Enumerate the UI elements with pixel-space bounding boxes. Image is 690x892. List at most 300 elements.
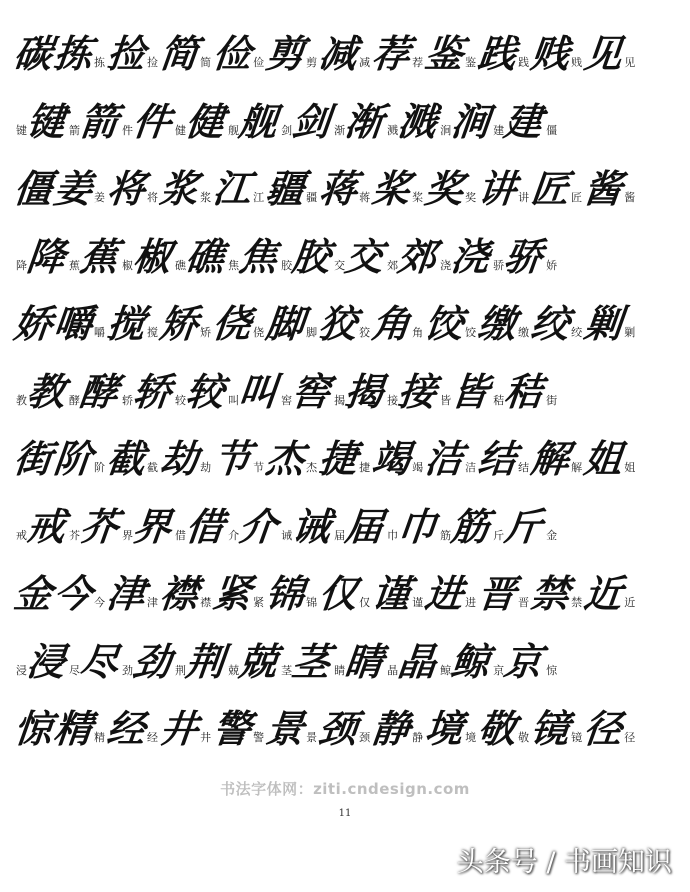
glyph-pair xyxy=(210,571,265,616)
standard-character-label: 介 xyxy=(228,528,240,542)
glyph-pair xyxy=(438,503,492,549)
calligraphy-character: 诫 xyxy=(289,503,333,549)
glyph-pair xyxy=(544,394,557,412)
glyph-pair xyxy=(263,301,318,346)
glyph-pair xyxy=(104,436,159,481)
standard-character-label: 荐 xyxy=(412,56,424,69)
glyph-pair xyxy=(491,233,545,279)
calligraphy-character: 节 xyxy=(210,436,254,481)
calligraphy-character: 酵 xyxy=(77,368,121,414)
calligraphy-character: 晋 xyxy=(475,571,519,616)
glyph-pair xyxy=(210,436,265,481)
glyph-pair xyxy=(332,638,386,684)
glyph-pair xyxy=(226,98,280,144)
glyph-pair xyxy=(67,638,121,684)
standard-character-label: 皆 xyxy=(440,393,452,407)
standard-character-label: 节 xyxy=(253,461,265,474)
calligraphy-character: 晶 xyxy=(395,638,439,684)
glyph-pair xyxy=(369,571,424,616)
glyph-pair xyxy=(332,503,386,549)
glyph-pair xyxy=(316,166,371,211)
calligraphy-character: 静 xyxy=(369,706,413,751)
standard-character-label: 减 xyxy=(359,56,371,69)
standard-character-label: 剿 xyxy=(624,326,636,339)
standard-character-label: 酱 xyxy=(624,191,636,204)
glyph-pair xyxy=(385,98,439,144)
standard-character-label: 键 xyxy=(16,123,27,137)
calligraphy-character: 剪 xyxy=(263,31,307,76)
calligraphy-character: 浸 xyxy=(24,638,68,684)
standard-character-label: 缴 xyxy=(518,326,530,339)
calligraphy-character: 匠 xyxy=(528,166,572,211)
glyph-pair xyxy=(51,706,106,751)
calligraphy-character: 劲 xyxy=(130,638,174,684)
glyph-pair xyxy=(67,368,121,414)
calligraphy-character: 惊 xyxy=(11,706,55,751)
glyph-pair xyxy=(528,301,583,346)
glyph-pair xyxy=(332,98,386,144)
standard-character-label: 蒋 xyxy=(359,191,371,204)
standard-character-label: 骄 xyxy=(493,258,505,272)
standard-character-label: 奖 xyxy=(465,191,477,204)
calligraphy-character: 建 xyxy=(501,98,545,144)
glyph-pair xyxy=(544,259,557,277)
glyph-pair xyxy=(581,301,636,346)
calligraphy-character: 舰 xyxy=(236,98,280,144)
standard-character-label: 晶 xyxy=(387,663,399,677)
calligraphy-character: 酱 xyxy=(581,166,625,211)
glyph-row xyxy=(14,348,684,412)
calligraphy-character: 件 xyxy=(130,98,174,144)
standard-character-label: 拣 xyxy=(94,56,106,69)
glyph-pair xyxy=(316,706,371,751)
glyph-pair xyxy=(528,436,583,481)
standard-character-label: 境 xyxy=(465,731,477,744)
glyph-pair xyxy=(316,31,371,76)
glyph-pair xyxy=(157,706,212,751)
calligraphy-character: 颈 xyxy=(316,706,360,751)
calligraphy-character: 睛 xyxy=(342,638,386,684)
glyph-pair xyxy=(263,31,318,76)
standard-character-label: 教 xyxy=(16,393,27,407)
calligraphy-character: 阶 xyxy=(51,436,95,481)
standard-character-label: 接 xyxy=(387,393,399,407)
glyph-pair xyxy=(279,368,333,414)
standard-character-label: 借 xyxy=(175,528,187,542)
calligraphy-character: 缴 xyxy=(475,301,519,346)
standard-character-label: 江 xyxy=(253,191,265,204)
glyph-pair xyxy=(422,301,477,346)
glyph-pair xyxy=(422,571,477,616)
glyph-pair xyxy=(475,301,530,346)
calligraphy-character: 将 xyxy=(104,166,148,211)
standard-character-label: 简 xyxy=(200,56,212,69)
standard-character-label: 郊 xyxy=(387,258,399,272)
calligraphy-character: 斤 xyxy=(501,503,545,549)
glyph-pair xyxy=(14,233,68,279)
calligraphy-character: 劫 xyxy=(157,436,201,481)
glyph-pair xyxy=(104,301,159,346)
glyph-row xyxy=(11,685,684,751)
calligraphy-character: 窖 xyxy=(289,368,333,414)
calligraphy-character: 精 xyxy=(51,706,95,751)
glyph-pair xyxy=(438,638,492,684)
glyph-pair xyxy=(173,368,227,414)
glyph-pair xyxy=(581,166,636,211)
glyph-pair xyxy=(369,301,424,346)
glyph-pair xyxy=(528,706,583,751)
calligraphy-character: 津 xyxy=(104,571,148,616)
glyph-row xyxy=(11,10,684,76)
glyph-pair xyxy=(369,436,424,481)
standard-character-label: 降 xyxy=(16,258,27,272)
standard-character-label: 秸 xyxy=(493,393,505,407)
calligraphy-character: 警 xyxy=(210,706,254,751)
calligraphy-character: 江 xyxy=(210,166,254,211)
glyph-pair xyxy=(120,98,174,144)
standard-character-label: 脚 xyxy=(306,326,318,339)
calligraphy-character: 禁 xyxy=(528,571,572,616)
standard-character-label: 疆 xyxy=(306,191,318,204)
standard-character-label: 桨 xyxy=(412,191,424,204)
glyph-pair xyxy=(120,503,174,549)
calligraphy-character: 解 xyxy=(528,436,572,481)
standard-character-label: 近 xyxy=(624,596,636,609)
standard-character-label: 襟 xyxy=(200,596,212,609)
standard-character-label: 京 xyxy=(493,663,505,677)
standard-character-label: 颈 xyxy=(359,731,371,744)
calligraphy-character: 箭 xyxy=(77,98,121,144)
standard-character-label: 溅 xyxy=(387,123,399,137)
calligraphy-character: 茎 xyxy=(289,638,333,684)
calligraphy-character: 京 xyxy=(501,638,545,684)
calligraphy-character: 尽 xyxy=(77,638,121,684)
standard-character-label: 紧 xyxy=(253,596,265,609)
standard-character-label: 金 xyxy=(546,528,558,542)
standard-character-label: 蕉 xyxy=(69,258,81,272)
calligraphy-character: 郊 xyxy=(395,233,439,279)
standard-character-label: 箭 xyxy=(69,123,81,137)
standard-character-label: 姐 xyxy=(624,461,636,474)
calligraphy-character: 锦 xyxy=(263,571,307,616)
calligraphy-character: 筋 xyxy=(448,503,492,549)
standard-character-label: 街 xyxy=(546,393,558,407)
standard-character-label: 兢 xyxy=(228,663,240,677)
standard-character-label: 鉴 xyxy=(465,56,477,69)
calligraphy-character: 荐 xyxy=(369,31,413,76)
calligraphy-character: 僵 xyxy=(11,166,55,211)
calligraphy-character: 接 xyxy=(395,368,439,414)
glyph-pair xyxy=(14,368,68,414)
glyph-pair xyxy=(385,233,439,279)
standard-character-label: 洁 xyxy=(465,461,477,474)
standard-character-label: 件 xyxy=(122,123,134,137)
glyph-pair xyxy=(491,98,545,144)
glyph-pair xyxy=(14,638,68,684)
glyph-pair xyxy=(491,638,545,684)
glyph-pair xyxy=(104,571,159,616)
calligraphy-character: 金 xyxy=(11,571,55,616)
glyph-pair xyxy=(104,31,159,76)
glyph-pair xyxy=(263,166,318,211)
standard-character-label: 渐 xyxy=(334,123,346,137)
calligraphy-character: 焦 xyxy=(236,233,280,279)
glyph-pair xyxy=(369,706,424,751)
standard-character-label: 叫 xyxy=(228,393,240,407)
calligraphy-character: 叫 xyxy=(236,368,280,414)
standard-character-label: 姜 xyxy=(94,191,106,204)
standard-character-label: 景 xyxy=(306,731,318,744)
calligraphy-character: 浆 xyxy=(157,166,201,211)
standard-character-label: 嚼 xyxy=(94,326,106,339)
standard-character-label: 荆 xyxy=(175,663,187,677)
glyph-pair xyxy=(226,368,280,414)
calligraphy-character: 轿 xyxy=(130,368,174,414)
glyph-row xyxy=(14,78,684,142)
calligraphy-character: 较 xyxy=(183,368,227,414)
standard-character-label: 结 xyxy=(518,461,530,474)
calligraphy-character: 谨 xyxy=(369,571,413,616)
glyph-pair xyxy=(279,638,333,684)
calligraphy-character: 鉴 xyxy=(422,31,466,76)
glyph-pair xyxy=(120,638,174,684)
calligraphy-character: 借 xyxy=(183,503,227,549)
glyph-pair xyxy=(173,638,227,684)
glyph-pair xyxy=(316,571,371,616)
standard-character-label: 焦 xyxy=(228,258,240,272)
calligraphy-character: 椒 xyxy=(130,233,174,279)
calligraphy-character: 杰 xyxy=(263,436,307,481)
standard-character-label: 进 xyxy=(465,596,477,609)
glyph-pair xyxy=(11,706,55,751)
glyph-pair xyxy=(11,436,55,481)
standard-character-label: 矫 xyxy=(200,326,212,339)
standard-character-label: 截 xyxy=(147,461,159,474)
standard-character-label: 劫 xyxy=(200,461,212,474)
glyph-pair xyxy=(422,436,477,481)
glyph-pair xyxy=(226,233,280,279)
standard-character-label: 侥 xyxy=(253,326,265,339)
glyph-pair xyxy=(528,166,583,211)
glyph-row xyxy=(11,415,684,481)
standard-character-label: 仅 xyxy=(359,596,371,609)
glyph-pair xyxy=(11,31,55,76)
calligraphy-character: 浇 xyxy=(448,233,492,279)
glyph-pair xyxy=(157,436,212,481)
standard-character-label: 践 xyxy=(518,56,530,69)
calligraphy-character: 今 xyxy=(51,571,95,616)
standard-character-label: 今 xyxy=(94,596,106,609)
standard-character-label: 俭 xyxy=(253,56,265,69)
standard-character-label: 捷 xyxy=(359,461,371,474)
glyph-pair xyxy=(544,124,557,142)
calligraphy-character: 角 xyxy=(369,301,413,346)
calligraphy-character: 仅 xyxy=(316,571,360,616)
standard-character-label: 窖 xyxy=(281,393,293,407)
glyph-pair xyxy=(528,571,583,616)
calligraphy-character: 奖 xyxy=(422,166,466,211)
standard-character-label: 娇 xyxy=(546,258,558,272)
glyph-pair xyxy=(422,166,477,211)
calligraphy-character: 兢 xyxy=(236,638,280,684)
glyph-pair xyxy=(120,233,174,279)
glyph-pair xyxy=(475,436,530,481)
standard-character-label: 浇 xyxy=(440,258,452,272)
standard-character-label: 界 xyxy=(122,528,134,542)
standard-character-label: 将 xyxy=(147,191,159,204)
standard-character-label: 茎 xyxy=(281,663,293,677)
calligraphy-character: 剑 xyxy=(289,98,333,144)
glyph-pair xyxy=(475,31,530,76)
standard-character-label: 巾 xyxy=(387,528,399,542)
calligraphy-character: 剿 xyxy=(581,301,625,346)
standard-character-label: 劲 xyxy=(122,663,134,677)
glyph-pair xyxy=(491,368,545,414)
standard-character-label: 竭 xyxy=(412,461,424,474)
calligraphy-character: 姜 xyxy=(51,166,95,211)
calligraphy-character: 饺 xyxy=(422,301,466,346)
standard-character-label: 捡 xyxy=(147,56,159,69)
glyph-pair xyxy=(14,98,68,144)
calligraphy-character: 简 xyxy=(157,31,201,76)
glyph-pair xyxy=(210,301,265,346)
glyph-pair xyxy=(157,301,212,346)
standard-character-label: 匠 xyxy=(571,191,583,204)
glyph-pair xyxy=(173,503,227,549)
glyph-pair xyxy=(581,706,636,751)
calligraphy-character: 拣 xyxy=(51,31,95,76)
glyph-pair xyxy=(422,706,477,751)
standard-character-label: 镜 xyxy=(571,731,583,744)
calligraphy-character: 届 xyxy=(342,503,386,549)
standard-character-label: 井 xyxy=(200,731,212,744)
standard-character-label: 诫 xyxy=(281,528,293,542)
glyph-pair xyxy=(475,571,530,616)
glyph-row xyxy=(14,213,684,277)
standard-character-label: 锦 xyxy=(306,596,318,609)
calligraphy-character: 镜 xyxy=(528,706,572,751)
standard-character-label: 剪 xyxy=(306,56,318,69)
glyph-pair xyxy=(67,503,121,549)
standard-character-label: 角 xyxy=(412,326,424,339)
standard-character-label: 戒 xyxy=(16,528,27,542)
calligraphy-character: 搅 xyxy=(104,301,148,346)
calligraphy-character: 结 xyxy=(475,436,519,481)
calligraphy-character: 捷 xyxy=(316,436,360,481)
standard-character-label: 解 xyxy=(571,461,583,474)
glyph-pair xyxy=(544,664,557,682)
calligraphy-character: 溅 xyxy=(395,98,439,144)
standard-character-label: 椒 xyxy=(122,258,134,272)
calligraphy-character: 桨 xyxy=(369,166,413,211)
calligraphy-character: 疆 xyxy=(263,166,307,211)
standard-character-label: 精 xyxy=(94,731,106,744)
glyph-pair xyxy=(263,571,318,616)
glyph-pair xyxy=(14,503,68,549)
calligraphy-character: 姐 xyxy=(581,436,625,481)
glyph-pair xyxy=(51,436,106,481)
calligraphy-character: 进 xyxy=(422,571,466,616)
calligraphy-character: 礁 xyxy=(183,233,227,279)
calligraphy-character: 紧 xyxy=(210,571,254,616)
calligraphy-character: 渐 xyxy=(342,98,386,144)
glyph-row xyxy=(11,550,684,616)
calligraphy-character: 揭 xyxy=(342,368,386,414)
calligraphy-character: 景 xyxy=(263,706,307,751)
calligraphy-character: 皆 xyxy=(448,368,492,414)
glyph-row xyxy=(14,618,684,682)
calligraphy-character: 经 xyxy=(104,706,148,751)
glyph-pair xyxy=(173,233,227,279)
standard-character-label: 芥 xyxy=(69,528,81,542)
calligraphy-character: 践 xyxy=(475,31,519,76)
calligraphy-character: 降 xyxy=(24,233,68,279)
standard-character-label: 斤 xyxy=(493,528,505,542)
standard-character-label: 浸 xyxy=(16,663,27,677)
calligraphy-character: 巾 xyxy=(395,503,439,549)
glyph-pair xyxy=(581,571,636,616)
page-number: 11 xyxy=(338,808,352,819)
glyph-pair xyxy=(263,706,318,751)
calligraphy-character: 脚 xyxy=(263,301,307,346)
glyph-row xyxy=(14,483,684,547)
glyph-pair xyxy=(157,31,212,76)
standard-character-label: 浆 xyxy=(200,191,212,204)
glyph-pair xyxy=(385,638,439,684)
standard-character-label: 健 xyxy=(175,123,187,137)
standard-character-label: 礁 xyxy=(175,258,187,272)
calligraphy-character: 捡 xyxy=(104,31,148,76)
glyph-pair xyxy=(528,31,583,76)
glyph-pair xyxy=(475,166,530,211)
calligraphy-character: 街 xyxy=(11,436,55,481)
standard-character-label: 搅 xyxy=(147,326,159,339)
calligraphy-character: 截 xyxy=(104,436,148,481)
glyph-pair xyxy=(210,31,265,76)
standard-character-label: 经 xyxy=(147,731,159,744)
standard-character-label: 揭 xyxy=(334,393,346,407)
glyph-pair xyxy=(316,436,371,481)
standard-character-label: 较 xyxy=(175,393,187,407)
glyph-pair xyxy=(385,368,439,414)
calligraphy-character: 键 xyxy=(24,98,68,144)
standard-character-label: 轿 xyxy=(122,393,134,407)
glyph-pair xyxy=(438,233,492,279)
glyph-pair xyxy=(51,571,106,616)
glyph-pair xyxy=(544,529,557,547)
calligraphy-character: 境 xyxy=(422,706,466,751)
glyph-pair xyxy=(263,436,318,481)
calligraphy-character: 矫 xyxy=(157,301,201,346)
calligraphy-character: 洁 xyxy=(422,436,466,481)
standard-character-label: 酵 xyxy=(69,393,81,407)
glyph-pair xyxy=(51,166,106,211)
glyph-pair xyxy=(316,301,371,346)
glyph-pair xyxy=(369,166,424,211)
calligraphy-character: 娇 xyxy=(11,301,55,346)
standard-character-label: 鲸 xyxy=(440,663,452,677)
calligraphy-character: 蒋 xyxy=(316,166,360,211)
standard-character-label: 禁 xyxy=(571,596,583,609)
standard-character-label: 筋 xyxy=(440,528,452,542)
glyph-pair xyxy=(226,638,280,684)
glyph-pair xyxy=(157,166,212,211)
glyph-pair xyxy=(11,301,55,346)
glyph-pair xyxy=(581,436,636,481)
calligraphy-character: 井 xyxy=(157,706,201,751)
standard-character-label: 晋 xyxy=(518,596,530,609)
standard-character-label: 阶 xyxy=(94,461,106,474)
